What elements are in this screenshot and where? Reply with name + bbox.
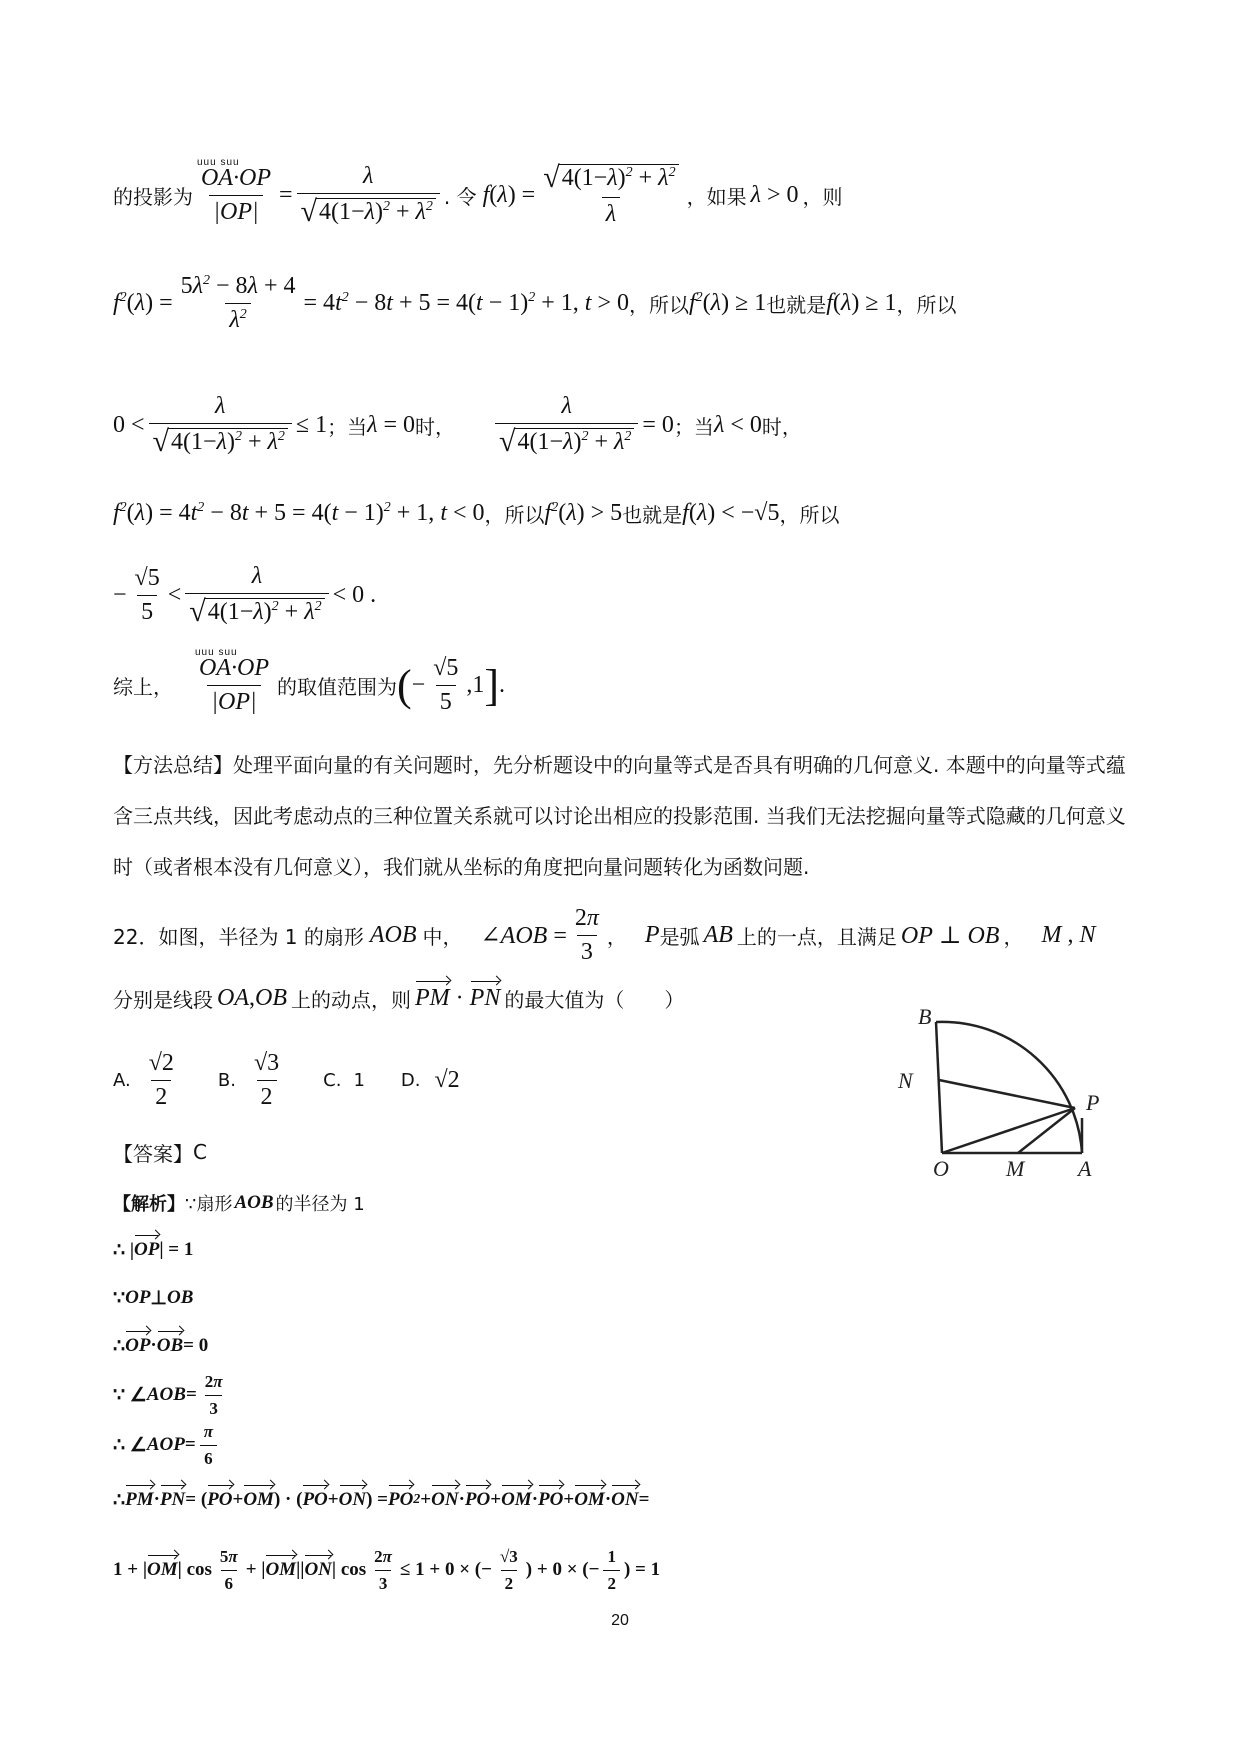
q22-text-g: 的最大值为（ ） — [504, 987, 685, 1012]
answer-value: C — [193, 1140, 207, 1164]
q22-text-e: 分别是线段 — [113, 987, 213, 1012]
answer-label: 【答案】 — [113, 1141, 193, 1166]
option-a-label: A. — [113, 1069, 131, 1091]
question-22-line2: 分别是线段 OA,OB 上的动点，则 PM · PN 的最大值为（ ） — [113, 984, 685, 1012]
then-text: ，则 — [802, 184, 843, 209]
f-lambda-fraction: √ $4(1-\lambda)^2 + \lambda^2$ λ — [539, 163, 682, 228]
conclusion-line: 综上， uuu suu OA·OP |OP| 的取值范围为 ( − $\frac{√5}{5}$ ,1 ] . — [113, 646, 506, 715]
options-line — [113, 1040, 460, 1120]
bound-fraction: λ √ $4(1-\lambda)^2 + \lambda^2$ — [149, 393, 292, 458]
q22-text-f: 上的动点，则 — [291, 987, 411, 1012]
analysis-text-2: 的半径为 1 — [275, 1194, 365, 1215]
lambda-over-sqrt-fraction: λ √ $4(1-\lambda)^2 + \lambda^2$ — [297, 163, 440, 228]
label-n: N — [898, 1068, 913, 1093]
suoyi-text: ，所以 — [628, 292, 689, 317]
shi-text: 时， — [415, 414, 456, 439]
zongshang-text: 综上， — [113, 674, 173, 699]
range-text: 的取值范围为 — [276, 674, 397, 699]
step-final: 1 + | OM | cos $\frac{5\pi}{6}$ + | OM || ON | cos $\frac{2\pi}{3}$ ≤ 1 + 0 × (− $\frac{√3}{2}$ ) + 0 × (− $\frac{1}{2}$ ) = 1 — [113, 1546, 661, 1593]
negative-bound-line: − $\frac{√5}{5}$ < λ √ $4(1-\lambda)^2 + \lambda^2$ < 0 . — [113, 562, 377, 628]
q22-text-d: 上的一点，且满足 — [736, 924, 897, 949]
f-squared-positive-line: $f^2(\lambda)$ = $\frac{5\lambda^2 - 8\lambda + 4}{\lambda^2}$ = $4t^2 - 8t + 5 = 4(t - 1)^2 + 1$, t > 0 ，所以 $f^2(\lambda) \ge 1$ 也就是 f(λ) ≥ 1 ，所以 — [113, 272, 957, 333]
label-b: B — [918, 1004, 932, 1029]
conclusion-fraction: uuu suu OA·OP |OP| — [195, 646, 269, 715]
suoyi-text-3: ，所以 — [484, 502, 545, 527]
page-number: 20 — [611, 1612, 629, 1629]
option-d-value: √2 — [434, 1066, 460, 1093]
method-summary — [113, 740, 1133, 893]
sector-figure — [870, 1000, 1130, 1180]
option-c-value: 1 — [353, 1069, 365, 1091]
option-d-label: D. — [400, 1069, 421, 1091]
suoyi-text-2: ，所以 — [896, 292, 957, 317]
bounds-line: 0 < λ √ $4(1-\lambda)^2 + \lambda^2$ ≤ 1 ；当 λ = 0 时， λ √ $4(1-\lambda)^2 + \lambda^2$ = 0 ；当 λ < 0 时， — [113, 392, 802, 458]
analysis-line: 【解析】 ∵扇形 AOB 的半径为 1 — [113, 1192, 365, 1215]
two-pi-over-three: $\frac{2\pi}{3}$ — [574, 904, 599, 965]
shi-text-2: 时， — [761, 414, 802, 439]
option-a-value: $\frac{√2}{2}$ — [148, 1049, 174, 1110]
projection-fraction: uuu suu OA·OP |OP| — [197, 156, 271, 225]
q22-text-c: 是弧 — [659, 924, 700, 949]
neg-bound-fraction: λ √ $4(1-\lambda)^2 + \lambda^2$ — [185, 563, 328, 628]
label-m: M — [1006, 1156, 1025, 1180]
f-squared-negative-line: $f^2(\lambda) = 4t^2 - 8t + 5 = 4(t - 1)^2 + 1$, t < 0 ，所以 $f^2(\lambda) > 5$ 也就是 f(λ) < −√5 ，所以 — [113, 499, 840, 527]
option-c-label: C. — [323, 1069, 342, 1091]
q22-text-a: 22．如图，半径为 1 的扇形 — [113, 924, 364, 949]
method-body: 处理平面向量的有关问题时，先分析题设中的向量等式是否具有明确的几何意义. 本题中的向量等式蕴含三点共线，因此考虑动点的三种位置关系就可以讨论出相应的投影范围. 当我们无法挖掘向量等式隐藏的几何意义时（或者根本没有几何意义），我们就从坐标的角度把向量问题转化为函数问题. — [113, 753, 1126, 879]
label-a: A — [1078, 1156, 1092, 1180]
method-title: 【方法总结】 — [113, 753, 233, 777]
dang-text-2: ；当 — [673, 414, 714, 439]
step-op-norm: ∴ | OP | = 1 — [113, 1239, 194, 1261]
yejiushi-text: 也就是 — [766, 292, 827, 317]
step-angle-aop: ∴ ∠ AOP = $\frac{\pi}{6}$ — [113, 1420, 221, 1470]
step-expand: ∴ PM · PN = ( PO + OM ) · ( PO + ON ) = PO 2 + ON · PO + OM · PO + OM · ON = — [113, 1489, 650, 1511]
label-o: O — [933, 1156, 949, 1180]
suoyi-text-4: ，所以 — [779, 502, 840, 527]
option-b-value: $\frac{√3}{2}$ — [253, 1049, 280, 1110]
zero-fraction: λ √ $4(1-\lambda)^2 + \lambda^2$ — [495, 393, 638, 458]
projection-line: 的投影为 uuu suu OA·OP |OP| = λ √ $4(1-\lambda)^2 + \lambda^2$ . 令 f(λ) = √ $4(1-\lambda)^2 + \lambda^2$ λ ，如果 λ > 0 ，则 — [113, 156, 843, 228]
answer-line — [113, 1132, 207, 1172]
dang-text: ；当 — [327, 414, 368, 439]
yejiushi-text-2: 也就是 — [622, 502, 683, 527]
step-angle-aob: ∵ ∠ AOB = $\frac{2\pi}{3}$ — [113, 1371, 223, 1418]
sqrt5-over-5: $\frac{√5}{5}$ — [134, 564, 160, 625]
analysis-text: ∵扇形 — [185, 1194, 233, 1215]
f-squared-fraction: $\frac{5\lambda^2 - 8\lambda + 4}{\lambda^2}$ — [180, 272, 296, 333]
projection-prefix: 的投影为 — [113, 184, 193, 209]
analysis-label: 【解析】 — [113, 1194, 185, 1215]
step-op-perp-ob: ∵ OP ⊥ OB — [113, 1287, 194, 1309]
if-text: ，如果 — [686, 184, 747, 209]
step-dot-zero: ∴ OP · OB = 0 — [113, 1335, 209, 1357]
option-b-label: B. — [217, 1069, 236, 1091]
q22-text-b: 中， — [422, 924, 463, 949]
label-p: P — [1086, 1090, 1100, 1115]
question-22-line1: 22．如图，半径为 1 的扇形 AOB 中， ∠AOB = $\frac{2\pi}{3}$ ， P 是弧 AB 上的一点，且满足 OP ⊥ OB ， M , N — [113, 904, 1096, 965]
ling-text: . 令 — [443, 184, 477, 209]
range-sqrt5-over-5: $\frac{√5}{5}$ — [433, 654, 459, 715]
